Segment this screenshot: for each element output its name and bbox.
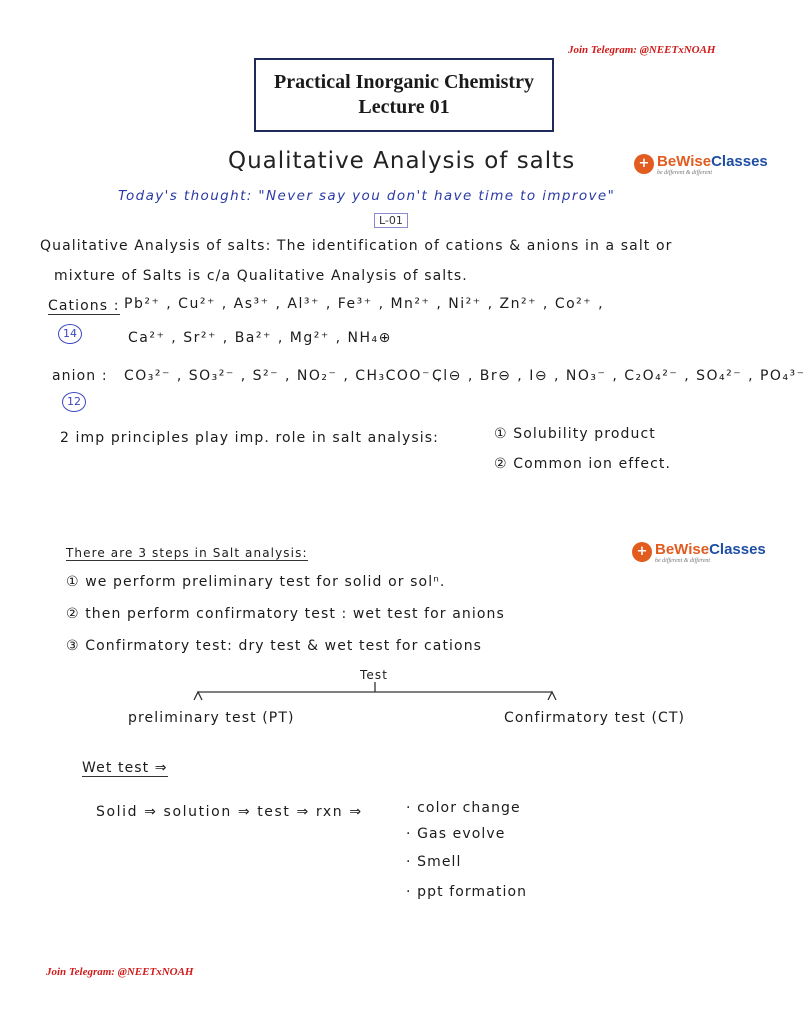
logo-tagline: be different & different <box>657 170 713 176</box>
logo-brand-2: BeWise <box>655 541 710 558</box>
principle-2: ② Common ion effect. <box>494 456 672 472</box>
logo-icon-2: + <box>632 542 652 562</box>
logo-tagline-2: be different & different <box>655 558 711 564</box>
todays-thought: Today's thought: "Never say you don't have time to improve" <box>118 188 616 204</box>
cations-count: 14 <box>58 324 82 344</box>
outcome-color-change: · color change <box>406 800 521 816</box>
anions-count: 12 <box>62 392 86 412</box>
anions-row-2: Cl⊖ , Br⊖ , I⊖ , NO₃⁻ , C₂O₄²⁻ , SO₄²⁻ , PO₄³⁻ <box>432 368 806 384</box>
bewise-logo <box>634 154 768 176</box>
steps-heading: There are 3 steps in Salt analysis: <box>66 546 308 560</box>
step-3: ③ Confirmatory test: dry test & wet test for cations <box>66 638 483 654</box>
outcome-smell: · Smell <box>406 854 462 870</box>
telegram-header: Join Telegram: @NEETxNOAH <box>568 44 716 56</box>
wet-test-flow: Solid ⇒ solution ⇒ test ⇒ rxn ⇒ <box>96 804 363 820</box>
wet-test-heading: Wet test ⇒ <box>82 760 168 776</box>
definition-line-2: mixture of Salts is c/a Qualitative Analysis of salts. <box>54 268 468 284</box>
cations-row-1: Pb²⁺ , Cu²⁺ , As³⁺ , Al³⁺ , Fe³⁺ , Mn²⁺ , Ni²⁺ , Zn²⁺ , Co²⁺ , <box>124 296 605 312</box>
title-line-2: Lecture 01 <box>358 96 450 118</box>
cations-label: Cations : <box>48 298 120 314</box>
tree-left-preliminary: preliminary test (PT) <box>128 710 295 726</box>
logo-brand: BeWise <box>657 153 712 170</box>
bewise-logo-2 <box>632 542 766 564</box>
anions-label: anion : <box>52 368 108 384</box>
title-box <box>254 58 554 132</box>
step-2: ② then perform confirmatory test : wet test for anions <box>66 606 505 622</box>
tree-branch-lines <box>190 682 560 708</box>
outcome-ppt-formation: · ppt formation <box>406 884 528 900</box>
page-subtitle: Qualitative Analysis of salts <box>228 148 576 174</box>
logo-icon: + <box>634 154 654 174</box>
tree-root: Test <box>360 668 389 682</box>
step-1: ① we perform preliminary test for solid or solⁿ. <box>66 574 446 590</box>
telegram-footer: Join Telegram: @NEETxNOAH <box>46 966 194 978</box>
anions-row-1: CO₃²⁻ , SO₃²⁻ , S²⁻ , NO₂⁻ , CH₃COO⁻ , <box>124 368 443 384</box>
definition-line-1: Qualitative Analysis of salts: The identification of cations & anions in a salt or <box>40 238 673 254</box>
lecture-tag: L-01 <box>374 213 408 228</box>
principles-intro: 2 imp principles play imp. role in salt analysis: <box>60 430 439 446</box>
tree-right-confirmatory: Confirmatory test (CT) <box>504 710 686 726</box>
logo-brand-rest-2: Classes <box>709 541 766 558</box>
principle-1: ① Solubility product <box>494 426 656 442</box>
logo-brand-rest: Classes <box>711 153 768 170</box>
cations-row-2: Ca²⁺ , Sr²⁺ , Ba²⁺ , Mg²⁺ , NH₄⊕ <box>128 330 392 346</box>
outcome-gas-evolve: · Gas evolve <box>406 826 506 842</box>
title-line-1: Practical Inorganic Chemistry <box>274 71 534 93</box>
